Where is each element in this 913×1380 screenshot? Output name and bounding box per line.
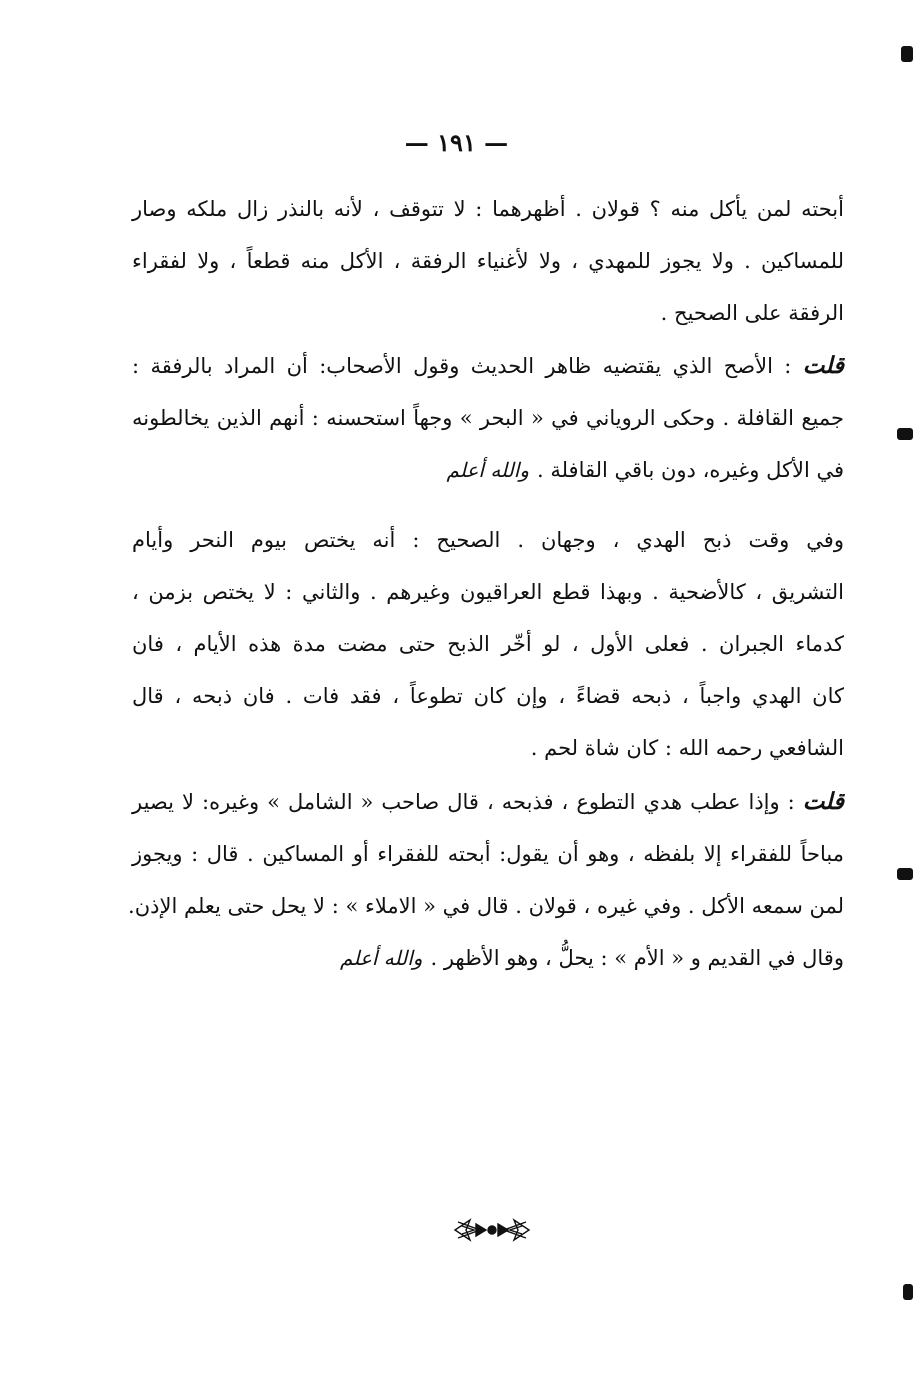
paragraph-1 [132, 183, 844, 339]
text-line [132, 340, 844, 392]
text-line: الرفقة على الصحيح . [660, 301, 844, 325]
text-line: مباحاً للفقراء إلا بلفظه ، وهو أن يقول: أبحته للفقراء أو المساكين . قال : ويجوز [132, 842, 844, 866]
text-line [132, 444, 844, 496]
handwritten-closing: والله أعلم [446, 458, 529, 482]
text-segment: وقال في القديم و « الأم » : يحلُّ ، وهو الأظهر . [430, 946, 844, 970]
handwritten-closing: والله أعلم [340, 946, 423, 970]
text-line: الشافعي رحمه الله : كان شاة لحم . [530, 736, 844, 760]
text-line: جميع القافلة . وحكى الروياني في « البحر » وجهاً استحسنه : أنهم الذين يخالطونه [132, 406, 844, 430]
qult-heading: قلت [802, 352, 844, 379]
text-segment: في الأكل وغيره، دون باقي القافلة . [536, 458, 844, 482]
page-number: — ١٩١ — [404, 128, 509, 157]
paragraph-3 [132, 514, 844, 774]
text-line: كدماء الجبران . فعلى الأول ، لو أخّر الذبح حتى مضت مدة هذه الأيام ، فان [132, 632, 844, 656]
margin-mark [901, 46, 913, 62]
text-line: التشريق ، كالأضحية . وبهذا قطع العراقيون وغيرهم . والثاني : لا يختص بزمن ، [132, 580, 844, 604]
text-line: كان الهدي واجباً ، ذبحه قضاءً ، وإن كان تطوعاً ، فقد فات . فان ذبحه ، قال [132, 684, 844, 708]
text-line [132, 776, 844, 828]
text-segment: : الأصح الذي يقتضيه ظاهر الحديث وقول الأصحاب: أن المراد بالرفقة : [132, 354, 792, 378]
text-segment: : وإذا عطب هدي التطوع ، فذبحه ، قال صاحب « الشامل » وغيره: لا يصير [132, 790, 795, 814]
text-line: أبحته لمن يأكل منه ؟ قولان . أظهرهما : لا تتوقف ، لأنه بالنذر زال ملكه وصار [132, 197, 844, 221]
margin-mark [897, 868, 913, 880]
text-line [132, 932, 844, 984]
paragraph-2 [132, 340, 844, 496]
text-line: لمن سمعه الأكل . وفي غيره ، قولان . قال في « الاملاء » : لا يحل حتى يعلم الإذن. [128, 894, 844, 918]
qult-heading: قلت [802, 788, 844, 815]
paragraph-4 [128, 776, 844, 984]
margin-mark [903, 1284, 913, 1300]
text-line: للمساكين . ولا يجوز للمهدي ، ولا لأغنياء الرفقة ، الأكل منه قطعاً ، ولا لفقراء [132, 249, 844, 273]
margin-mark [897, 428, 913, 440]
text-line: وفي وقت ذبح الهدي ، وجهان . الصحيح : أنه يختص بيوم النحر وأيام [132, 528, 844, 552]
fleuron-ornament-icon [0, 1210, 913, 1250]
